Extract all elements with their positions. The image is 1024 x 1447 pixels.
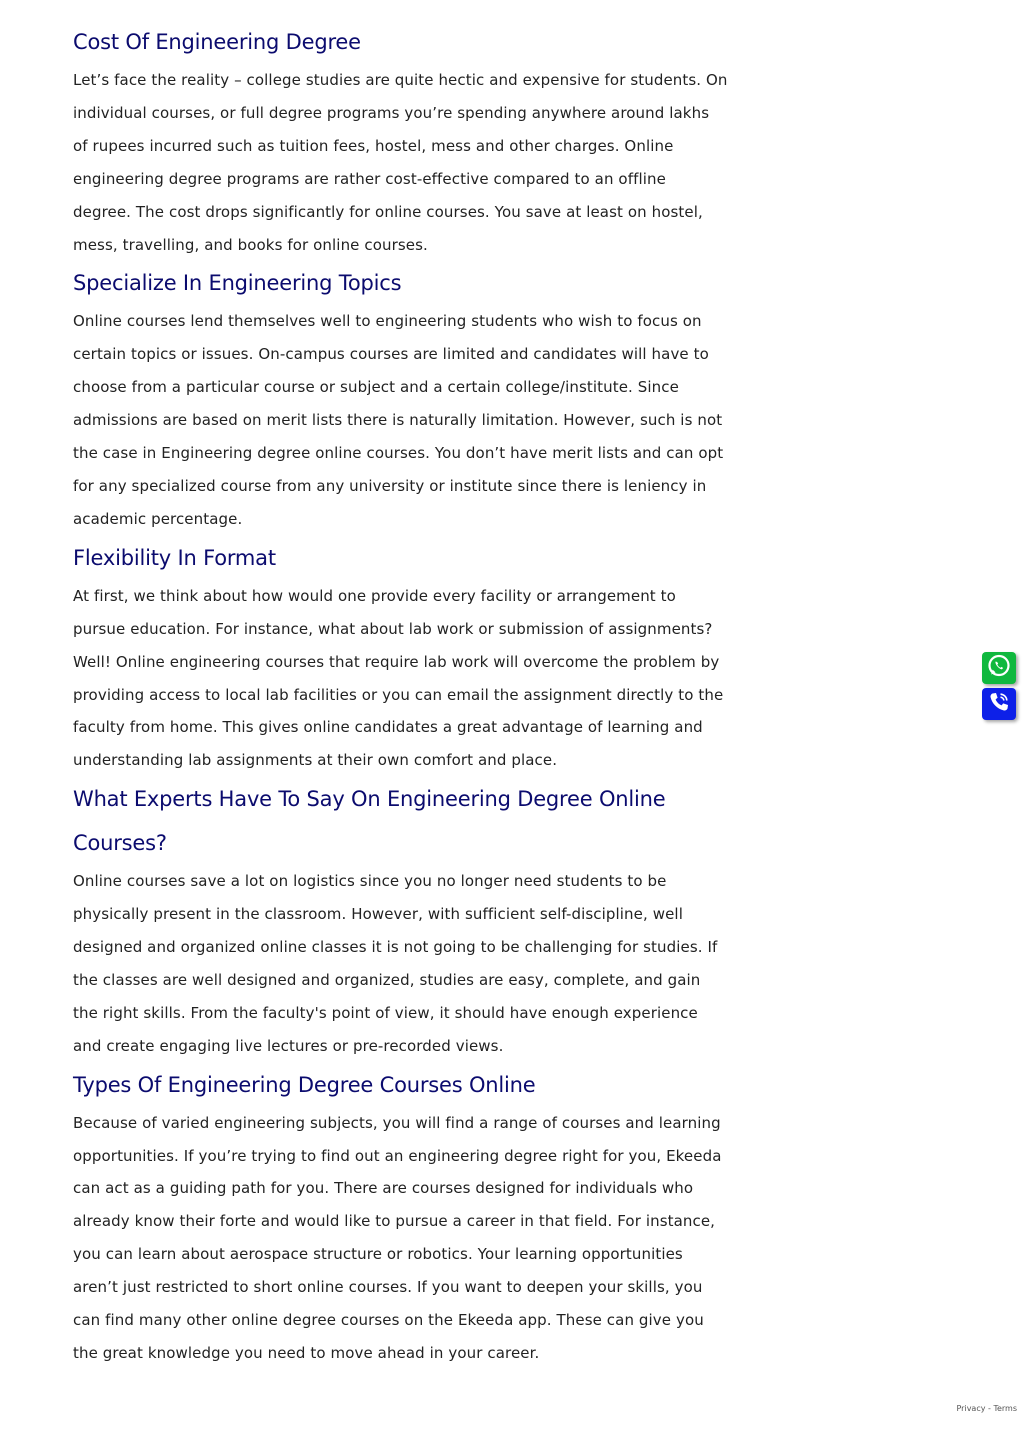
section-body-flexibility: At first, we think about how would one provide every facility or arrangement to pursue education. For instance, what about lab work or submission of assignments? Well! Online engineering courses that require lab work will overcome the problem by providing access to local lab facilities or you can email the assignment directly to the faculty from home. This gives online candidates a great advantage of learning and understanding lab assignments at their own comfort and place. bbox=[73, 586, 724, 770]
section-body-types: Because of varied engineering subjects, you will find a range of courses and learning opportunities. If you’re trying to find out an engineering degree right for you, Ekeeda can act as a guiding path for you. There are courses designed for individuals who already know their forte and would like to pursue a career in that field. For instance, you can learn about aerospace structure or robotics. Your learning opportunities aren’t just restricted to short online courses. If you want to deepen your skills, you can find many other online degree courses on the Ekeeda app. These can give you the great knowledge you need to move ahead in your career. bbox=[73, 1113, 722, 1362]
section-body-experts: Online courses save a lot on logistics since you no longer need students to be physically present in the classroom. However, with sufficient self-discipline, well designed and organized online classes it is not going to be challenging for studies. If the classes are well designed and organized, studies are easy, complete, and gain the right skills. From the faculty's point of view, it should have enough experience and create engaging live lectures or pre-recorded views. bbox=[73, 872, 718, 1055]
whatsapp-icon bbox=[986, 653, 1012, 683]
whatsapp-button[interactable] bbox=[982, 652, 1016, 684]
section-body-cost: Let’s face the reality – college studies are quite hectic and expensive for students. On individual courses, or full degree programs you’re spending anywhere around lakhs of rupees incurred such as tuition fees, hostel, mess and other charges. Online engineering degree programs are rather cost-effective compared to an offline degree. The cost drops significantly for online courses. You save at least on hostel, mess, travelling, and books for online courses. bbox=[73, 71, 728, 254]
section-heading-cost: Cost Of Engineering Degree bbox=[73, 30, 361, 54]
section-heading-experts: What Experts Have To Say On Engineering Degree Online Courses? bbox=[73, 787, 666, 856]
section-heading-specialize: Specialize In Engineering Topics bbox=[73, 271, 402, 296]
phone-icon bbox=[986, 689, 1012, 719]
section-body-specialize: Online courses lend themselves well to engineering students who wish to focus on certain topics or issues. On-campus courses are limited and candidates will have to choose from a particular course or subject and a certain college/institute. Since admissions are based on merit lists there is naturally limitation. However, such is not the case in Engineering degree online courses. You don’t have merit lists and can opt for any specialized course from any university or institute since there is leniency in academic percentage. bbox=[73, 312, 724, 528]
recaptcha-privacy-terms[interactable]: Privacy - Terms bbox=[956, 1404, 1017, 1413]
section-heading-types: Types Of Engineering Degree Courses Online bbox=[73, 1072, 536, 1097]
article-content bbox=[73, 20, 728, 1370]
section-heading-flexibility: Flexibility In Format bbox=[73, 545, 276, 570]
call-button[interactable] bbox=[982, 688, 1016, 720]
